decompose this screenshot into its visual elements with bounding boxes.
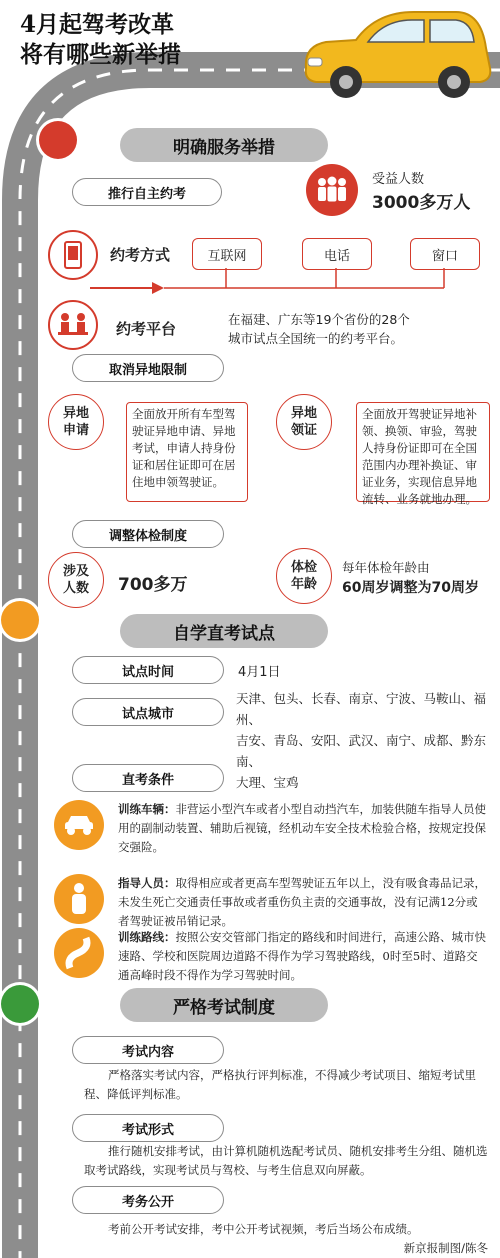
sub-heading-text: 考务公开	[121, 1194, 174, 1210]
vehicle-desc: 非营运小型汽车或者小型自动挡汽车，加装供随车指导人员使用的副制动装置、辅助后视镜，经机动车安全技术检验合格，按规定投保交强险。	[118, 802, 486, 854]
sub-heading-text: 考试内容	[121, 1044, 174, 1060]
method-internet-text: 互联网	[207, 248, 247, 264]
involved-badge	[48, 552, 104, 608]
age-text: 体检年龄	[290, 560, 317, 592]
vehicle-icon	[54, 800, 104, 850]
booking-method-label: 约考方式	[110, 246, 171, 264]
cities-list	[236, 688, 500, 793]
remote-apply-badge	[48, 394, 104, 450]
platform-desk-icon	[48, 300, 98, 350]
form-description: 推行随机安排考试，由计算机随机选配考试员、随机安排考生分组、随机选取考试路线，实现考试员与驾校、与考生信息双向屏蔽。	[84, 1144, 488, 1177]
section-heading-exam	[120, 988, 328, 1022]
sub-heading-text: 试点城市	[121, 706, 174, 722]
people-icon	[306, 164, 358, 216]
remote-apply-desc: 全面放开所有车型驾驶证异地申请、异地考试，申请人持身份证和居住证即可在居住地申领驾驶证。	[132, 407, 236, 489]
platform-label: 约考平台	[116, 320, 177, 338]
route-condition	[118, 928, 488, 985]
sub-heading-text: 取消异地限制	[108, 362, 187, 378]
remote-apply-text: 异地申请	[62, 406, 89, 438]
route-desc: 按照公安交管部门指定的路线和时间进行，高速公路、城市快速路、学校和医院周边道路不得作为学习驾驶路线，0时至5时、道路交通高峰时段不得作为学习驾驶时间。	[118, 930, 486, 982]
guide-desc: 取得相应或者更高车型驾驶证五年以上，没有吸食毒品记录，未发生死亡交通责任事故或者重伤负主责的交通事故，没有记满12分或者驾驶证被吊销记录。	[118, 876, 486, 928]
sub-heading-text: 考试形式	[121, 1122, 174, 1138]
car-icon	[296, 8, 496, 100]
method-phone-text: 电话	[323, 248, 350, 264]
person-icon	[54, 874, 104, 924]
method-phone	[302, 238, 372, 270]
guide-title: 指导人员：	[118, 876, 176, 890]
sub-heading-text: 试点时间	[121, 664, 174, 680]
method-arrow	[90, 268, 490, 294]
credit-text: 新京报制图/陈冬	[403, 1241, 488, 1255]
method-window-text: 窗口	[431, 248, 458, 264]
sub-heading-text: 直考条件	[121, 772, 174, 788]
title-line-1: 4月起驾考改革	[20, 11, 175, 38]
sub-heading-text: 推行自主约考	[107, 186, 186, 202]
method-window	[410, 238, 480, 270]
involved-text: 涉及人数	[62, 564, 89, 596]
age-badge	[276, 548, 332, 604]
orange-light-icon	[1, 601, 39, 639]
title-line-2: 将有哪些新举措	[20, 41, 181, 68]
time-value: 4月1日	[238, 665, 281, 680]
remote-collect-badge	[276, 394, 332, 450]
red-light-icon	[39, 121, 77, 159]
involved-value: 700多万	[118, 575, 188, 595]
platform-desc-line-1: 在福建、广东等19个省份的28个	[228, 312, 410, 327]
sub-heading-time	[72, 656, 224, 684]
cities-line-3: 大理、宝鸡	[236, 775, 299, 790]
age-desc-line-1: 每年体检年龄由	[342, 560, 430, 575]
section-heading-self-study	[120, 614, 328, 648]
road-icon	[54, 928, 104, 978]
sub-heading-physical	[72, 520, 224, 548]
vehicle-title: 训练车辆：	[118, 802, 176, 816]
remote-apply-box	[126, 402, 248, 502]
public-description: 考前公开考试安排，考中公开考试视频，考后当场公布成绩。	[108, 1222, 419, 1236]
section-heading-service	[120, 128, 328, 162]
section-heading-text: 自学直考试点	[173, 623, 275, 644]
sub-heading-conditions	[72, 764, 224, 792]
beneficiaries-label: 受益人数	[372, 172, 425, 187]
method-internet	[192, 238, 262, 270]
sub-heading-cities	[72, 698, 224, 726]
age-description	[342, 558, 479, 598]
platform-description	[228, 310, 410, 348]
route-title: 训练路线：	[118, 930, 176, 944]
vehicle-condition	[118, 800, 488, 857]
cities-line-1: 天津、包头、长春、南京、宁波、马鞍山、福州、	[236, 691, 487, 727]
remote-collect-box	[356, 402, 490, 506]
sub-heading-text: 调整体检制度	[108, 528, 187, 544]
page-title	[20, 10, 181, 70]
sub-heading-public	[72, 1186, 224, 1214]
section-heading-text: 明确服务举措	[173, 137, 275, 158]
remote-collect-desc: 全面放开驾驶证异地补领、换领、审验，驾驶人持身份证即可在全国范围内办理补换证、审证业务，实现信息异地流转、业务就地办理。	[362, 407, 477, 506]
content-description: 严格落实考试内容，严格执行评判标准，不得减少考试项目、缩短考试里程、降低评判标准。	[84, 1068, 476, 1101]
beneficiaries-value: 3000多万人	[372, 193, 471, 213]
remote-collect-text: 异地领证	[290, 406, 317, 438]
section-heading-text: 严格考试制度	[173, 997, 275, 1018]
green-light-icon	[1, 985, 39, 1023]
sub-heading-self-booking	[72, 178, 222, 206]
sub-heading-remote	[72, 354, 224, 382]
guide-condition	[118, 874, 488, 931]
sub-heading-content	[72, 1036, 224, 1064]
cities-line-2: 吉安、青岛、安阳、武汉、南宁、成都、黔东南、	[236, 733, 487, 769]
sub-heading-form	[72, 1114, 224, 1142]
age-desc-line-2: 60周岁调整为70周岁	[342, 580, 479, 596]
platform-desc-line-2: 城市试点全国统一的约考平台。	[228, 331, 404, 346]
